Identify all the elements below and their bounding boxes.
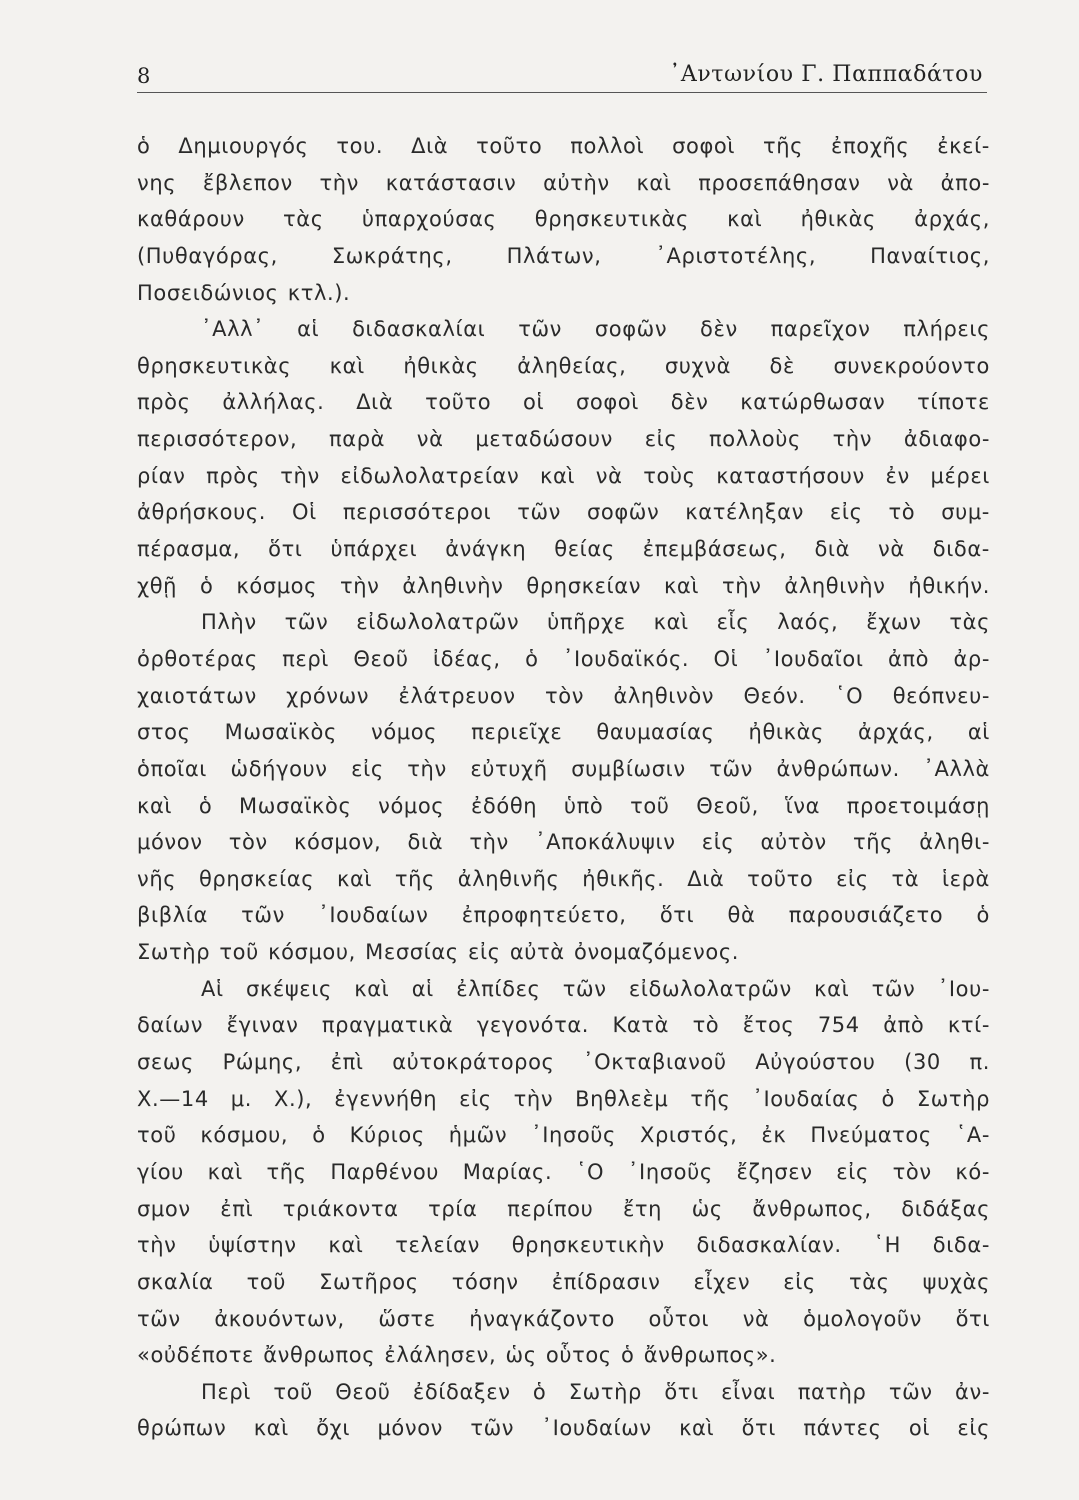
text-line: (Πυθαγόρας, Σωκράτης, Πλάτων, ᾿Αριστοτέλης, Παναίτιος, <box>137 243 990 268</box>
text-line: Χ.—14 μ. Χ.), ἐγεννήθη εἰς τὴν Βηθλεὲμ τῆς ᾿Ιουδαίας ὁ Σωτὴρ <box>137 1086 990 1111</box>
text-line: Περὶ τοῦ Θεοῦ ἐδίδαξεν ὁ Σωτὴρ ὅτι εἶναι πατὴρ τῶν ἀν- <box>201 1379 990 1404</box>
text-line: σμον ἐπὶ τριάκοντα τρία περίπου ἔτη ὡς ἄνθρωπος, διδάξας <box>137 1196 990 1221</box>
text-line: ᾿Αλλ᾿ αἱ διδασκαλίαι τῶν σοφῶν δὲν παρεῖχον πλήρεις <box>201 317 990 342</box>
text-line: «οὐδέποτε ἄνθρωπος ἐλάλησεν, ὡς οὗτος ὁ ἄνθρωπος». <box>137 1343 777 1368</box>
text-line: ὁ Δημιουργός του. Διὰ τοῦτο πολλοὶ σοφοὶ τῆς ἐποχῆς ἐκεί- <box>137 134 990 158</box>
page-number: 8 <box>137 64 151 88</box>
text-line: ὀρθοτέρας περὶ Θεοῦ ἰδέας, ὁ ᾿Ιουδαϊκός. Οἱ ᾿Ιουδαῖοι ἀπὸ ἀρ- <box>137 646 990 671</box>
text-line: Πλὴν τῶν εἰδωλολατρῶν ὑπῆρχε καὶ εἷς λαός, ἔχων τὰς <box>201 610 990 635</box>
text-line: νης ἔβλεπον τὴν κατάστασιν αὐτὴν καὶ προσεπάθησαν νὰ ἀπο- <box>137 170 990 195</box>
text-line: γίου καὶ τῆς Παρθένου Μαρίας. ῾Ο ᾿Ιησοῦς ἔζησεν εἰς τὸν κό- <box>137 1159 990 1184</box>
text-line: ρίαν πρὸς τὴν εἰδωλολατρείαν καὶ νὰ τοὺς καταστήσουν ἐν μέρει <box>137 463 990 488</box>
text-line: μόνον τὸν κόσμον, διὰ τὴν ᾿Αποκάλυψιν εἰς αὐτὸν τῆς ἀληθι- <box>137 830 990 855</box>
text-line: δαίων ἔγιναν πραγματικὰ γεγονότα. Κατὰ τὸ ἔτος 754 ἀπὸ κτί- <box>137 1013 990 1038</box>
text-line: καθάρουν τὰς ὑπαρχούσας θρησκευτικὰς καὶ ἠθικὰς ἀρχάς, <box>137 207 990 232</box>
body-text <box>137 128 990 1447</box>
text-line: πρὸς ἀλλήλας. Διὰ τοῦτο οἱ σοφοὶ δὲν κατώρθωσαν τίποτε <box>137 390 990 415</box>
text-line: πέρασμα, ὅτι ὑπάρχει ἀνάγκη θείας ἐπεμβάσεως, διὰ νὰ διδα- <box>137 537 990 562</box>
text-line: σεως Ρώμης, ἐπὶ αὐτοκράτορος ᾿Οκταβιανοῦ Αὐγούστου (30 π. <box>137 1050 990 1075</box>
text-line: χαιοτάτων χρόνων ἐλάτρευον τὸν ἀληθινὸν Θεόν. ῾Ο θεόπνευ- <box>137 683 990 708</box>
text-line: θρησκευτικὰς καὶ ἠθικὰς ἀληθείας, συχνὰ δὲ συνεκρούοντο <box>137 353 990 378</box>
running-head: ᾿Αντωνίου Γ. Παππαδάτου <box>669 62 983 87</box>
text-line: καὶ ὁ Μωσαϊκὸς νόμος ἐδόθη ὑπὸ τοῦ Θεοῦ, ἵνα προετοιμάσῃ <box>137 793 990 818</box>
text-line: ἀθρήσκους. Οἱ περισσότεροι τῶν σοφῶν κατέληξαν εἰς τὸ συμ- <box>137 500 990 525</box>
text-line: θρώπων καὶ ὄχι μόνον τῶν ᾿Ιουδαίων καὶ ὅτι πάντες οἱ εἰς <box>137 1416 990 1441</box>
text-line: τῶν ἀκουόντων, ὥστε ἠναγκάζοντο οὗτοι νὰ ὁμολογοῦν ὅτι <box>137 1306 990 1331</box>
text-line: ὁποῖαι ὡδήγουν εἰς τὴν εὐτυχῆ συμβίωσιν τῶν ἀνθρώπων. ᾿Αλλὰ <box>137 756 990 781</box>
text-line: βιβλία τῶν ᾿Ιουδαίων ἐπροφητεύετο, ὅτι θὰ παρουσιάζετο ὁ <box>137 903 990 928</box>
text-line: Αἱ σκέψεις καὶ αἱ ἐλπίδες τῶν εἰδωλολατρῶν καὶ τῶν ᾿Ιου- <box>201 976 990 1001</box>
page-header <box>137 58 987 93</box>
text-line: νῆς θρησκείας καὶ τῆς ἀληθινῆς ἠθικῆς. Διὰ τοῦτο εἰς τὰ ἱερὰ <box>137 866 990 891</box>
text-line: χθῇ ὁ κόσμος τὴν ἀληθινὴν θρησκείαν καὶ τὴν ἀληθινὴν ἠθικήν. <box>137 573 990 598</box>
text-line: περισσότερον, παρὰ νὰ μεταδώσουν εἰς πολλοὺς τὴν ἀδιαφο- <box>137 427 990 452</box>
text-line: Ποσειδώνιος κτλ.). <box>137 280 351 305</box>
text-line: στος Μωσαϊκὸς νόμος περιεῖχε θαυμασίας ἠθικὰς ἀρχάς, αἱ <box>137 720 990 745</box>
text-line: σκαλία τοῦ Σωτῆρος τόσην ἐπίδρασιν εἶχεν εἰς τὰς ψυχὰς <box>137 1269 990 1294</box>
text-line: Σωτὴρ τοῦ κόσμου, Μεσσίας εἰς αὐτὰ ὀνομαζόμενος. <box>137 940 740 965</box>
text-line: τοῦ κόσμου, ὁ Κύριος ἡμῶν ᾿Ιησοῦς Χριστός, ἐκ Πνεύματος ῾Α- <box>137 1123 990 1148</box>
text-line: τὴν ὑψίστην καὶ τελείαν θρησκευτικὴν διδασκαλίαν. ῾Η διδα- <box>137 1233 990 1258</box>
